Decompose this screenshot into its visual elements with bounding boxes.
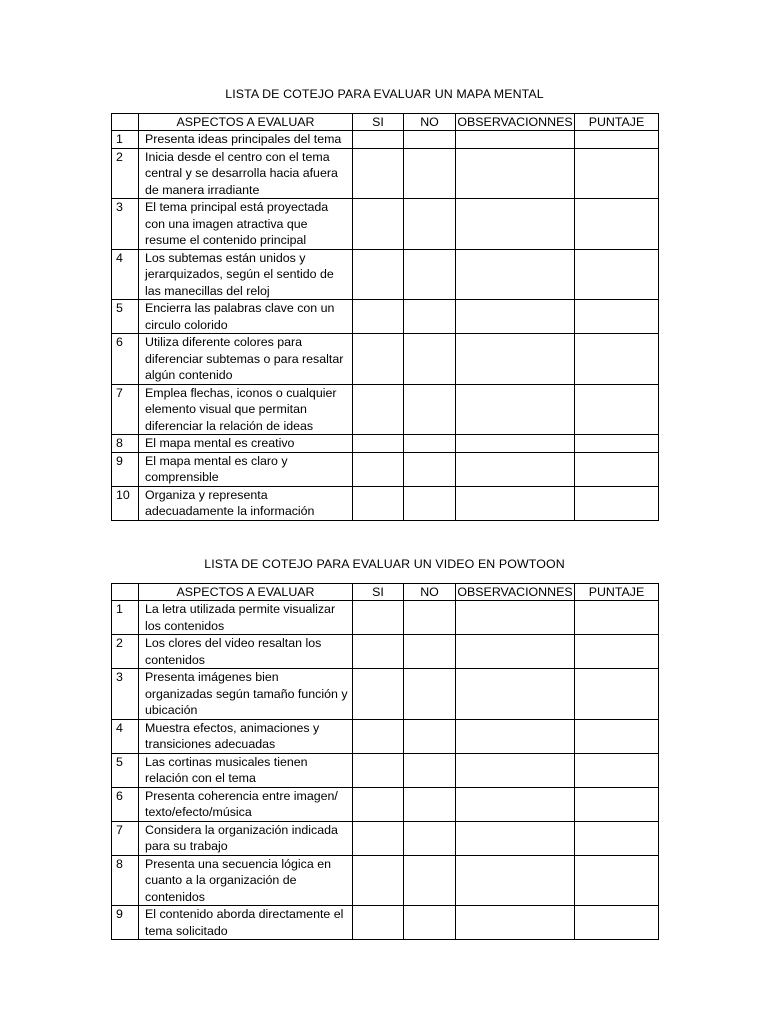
row-number: 9	[112, 452, 139, 486]
header-score: PUNTAJE	[575, 584, 659, 601]
score-cell	[575, 486, 659, 520]
row-aspect: Muestra efectos, animaciones y transiciones adecuadas	[139, 719, 353, 753]
no-cell	[404, 906, 456, 940]
si-cell	[353, 199, 404, 250]
observations-cell	[456, 452, 575, 486]
row-number: 8	[112, 855, 139, 906]
observations-cell	[456, 199, 575, 250]
no-cell	[404, 249, 456, 300]
score-cell	[575, 199, 659, 250]
table-row	[112, 148, 659, 199]
observations-cell	[456, 906, 575, 940]
header-aspects: ASPECTOS A EVALUAR	[139, 584, 353, 601]
si-cell	[353, 753, 404, 787]
observations-cell	[456, 753, 575, 787]
row-aspect: El mapa mental es creativo	[139, 435, 353, 453]
row-aspect: Organiza y representa adecuadamente la información	[139, 486, 353, 520]
observations-cell	[456, 821, 575, 855]
table-row	[112, 486, 659, 520]
si-cell	[353, 635, 404, 669]
header-observations: OBSERVACIONNES	[457, 115, 573, 129]
score-cell	[575, 787, 659, 821]
table-row	[112, 300, 659, 334]
table-row	[112, 753, 659, 787]
no-cell	[404, 300, 456, 334]
no-cell	[404, 435, 456, 453]
no-cell	[404, 719, 456, 753]
checklist-table-mind-map	[111, 113, 659, 521]
row-number: 7	[112, 821, 139, 855]
table-row	[112, 601, 659, 635]
row-aspect: Presenta una secuencia lógica en cuanto a la organización de contenidos	[139, 855, 353, 906]
score-cell	[575, 821, 659, 855]
row-aspect: Utiliza diferente colores para diferenciar subtemas o para resaltar algún contenido	[139, 334, 353, 385]
si-cell	[353, 334, 404, 385]
checklist-body	[112, 601, 659, 940]
score-cell	[575, 906, 659, 940]
si-cell	[353, 131, 404, 149]
table-row	[112, 635, 659, 669]
score-cell	[575, 435, 659, 453]
score-cell	[575, 635, 659, 669]
table-row	[112, 334, 659, 385]
row-number: 6	[112, 334, 139, 385]
row-aspect: Presenta ideas principales del tema	[139, 131, 353, 149]
score-cell	[575, 384, 659, 435]
observations-cell	[456, 334, 575, 385]
row-number: 1	[112, 131, 139, 149]
observations-cell	[456, 300, 575, 334]
row-aspect: El contenido aborda directamente el tema solicitado	[139, 906, 353, 940]
table-row	[112, 669, 659, 720]
row-aspect: Considera la organización indicada para su trabajo	[139, 821, 353, 855]
row-number: 4	[112, 249, 139, 300]
row-number: 10	[112, 486, 139, 520]
row-aspect: El mapa mental es claro y comprensible	[139, 452, 353, 486]
observations-cell	[456, 384, 575, 435]
table-row	[112, 855, 659, 906]
row-number: 2	[112, 635, 139, 669]
si-cell	[353, 719, 404, 753]
no-cell	[404, 855, 456, 906]
si-cell	[353, 435, 404, 453]
row-number: 6	[112, 787, 139, 821]
no-cell	[404, 384, 456, 435]
si-cell	[353, 486, 404, 520]
observations-cell	[456, 635, 575, 669]
header-no: NO	[404, 584, 456, 601]
no-cell	[404, 486, 456, 520]
table-header-row	[112, 584, 659, 601]
table-header-row	[112, 114, 659, 131]
table-row	[112, 719, 659, 753]
row-aspect: Los subtemas están unidos y jerarquizados, según el sentido de las manecillas del reloj	[139, 249, 353, 300]
si-cell	[353, 601, 404, 635]
no-cell	[404, 635, 456, 669]
si-cell	[353, 821, 404, 855]
row-number: 5	[112, 753, 139, 787]
no-cell	[404, 821, 456, 855]
row-aspect: Las cortinas musicales tienen relación con el tema	[139, 753, 353, 787]
observations-cell	[456, 148, 575, 199]
row-number: 8	[112, 435, 139, 453]
si-cell	[353, 452, 404, 486]
score-cell	[575, 855, 659, 906]
no-cell	[404, 199, 456, 250]
observations-cell	[456, 719, 575, 753]
row-aspect: La letra utilizada permite visualizar los contenidos	[139, 601, 353, 635]
observations-cell	[456, 486, 575, 520]
table-row	[112, 249, 659, 300]
table-row	[112, 384, 659, 435]
si-cell	[353, 669, 404, 720]
no-cell	[404, 669, 456, 720]
table-row	[112, 131, 659, 149]
si-cell	[353, 249, 404, 300]
header-aspects: ASPECTOS A EVALUAR	[139, 114, 353, 131]
observations-cell	[456, 669, 575, 720]
table-row	[112, 787, 659, 821]
score-cell	[575, 601, 659, 635]
no-cell	[404, 334, 456, 385]
checklist-body	[112, 131, 659, 521]
no-cell	[404, 148, 456, 199]
no-cell	[404, 601, 456, 635]
score-cell	[575, 300, 659, 334]
header-si: SI	[353, 584, 404, 601]
table-row	[112, 199, 659, 250]
row-number: 3	[112, 669, 139, 720]
row-aspect: Presenta imágenes bien organizadas según tamaño función y ubicación	[139, 669, 353, 720]
no-cell	[404, 787, 456, 821]
table-row	[112, 821, 659, 855]
si-cell	[353, 300, 404, 334]
header-number	[112, 114, 139, 131]
table-row	[112, 435, 659, 453]
row-number: 1	[112, 601, 139, 635]
score-cell	[575, 719, 659, 753]
row-number: 5	[112, 300, 139, 334]
no-cell	[404, 131, 456, 149]
observations-cell	[456, 787, 575, 821]
row-aspect: Emplea flechas, iconos o cualquier elemento visual que permitan diferenciar la relación de ideas	[139, 384, 353, 435]
si-cell	[353, 855, 404, 906]
row-aspect: Encierra las palabras clave con un circulo colorido	[139, 300, 353, 334]
observations-cell	[456, 249, 575, 300]
row-number: 7	[112, 384, 139, 435]
header-observations: OBSERVACIONNES	[457, 585, 573, 599]
row-number: 9	[112, 906, 139, 940]
observations-cell	[456, 435, 575, 453]
si-cell	[353, 384, 404, 435]
observations-cell	[456, 855, 575, 906]
score-cell	[575, 249, 659, 300]
row-aspect: Los clores del video resaltan los contenidos	[139, 635, 353, 669]
header-si: SI	[353, 114, 404, 131]
score-cell	[575, 334, 659, 385]
table-row	[112, 452, 659, 486]
row-aspect: Inicia desde el centro con el tema central y se desarrolla hacia afuera de manera irradiante	[139, 148, 353, 199]
si-cell	[353, 906, 404, 940]
header-no: NO	[404, 114, 456, 131]
header-number	[112, 584, 139, 601]
row-number: 4	[112, 719, 139, 753]
header-score: PUNTAJE	[575, 114, 659, 131]
checklist-table-powtoon-video	[111, 583, 659, 940]
checklist-title: LISTA DE COTEJO PARA EVALUAR UN VIDEO EN POWTOON	[204, 557, 565, 571]
si-cell	[353, 787, 404, 821]
row-aspect: El tema principal está proyectada con una imagen atractiva que resume el contenido principal	[139, 199, 353, 250]
row-aspect: Presenta coherencia entre imagen/ texto/efecto/música	[139, 787, 353, 821]
score-cell	[575, 669, 659, 720]
si-cell	[353, 148, 404, 199]
row-number: 2	[112, 148, 139, 199]
score-cell	[575, 753, 659, 787]
score-cell	[575, 131, 659, 149]
score-cell	[575, 148, 659, 199]
score-cell	[575, 452, 659, 486]
no-cell	[404, 452, 456, 486]
observations-cell	[456, 601, 575, 635]
table-row	[112, 906, 659, 940]
observations-cell	[456, 131, 575, 149]
row-number: 3	[112, 199, 139, 250]
checklist-title: LISTA DE COTEJO PARA EVALUAR UN MAPA MENTAL	[225, 87, 544, 101]
no-cell	[404, 753, 456, 787]
